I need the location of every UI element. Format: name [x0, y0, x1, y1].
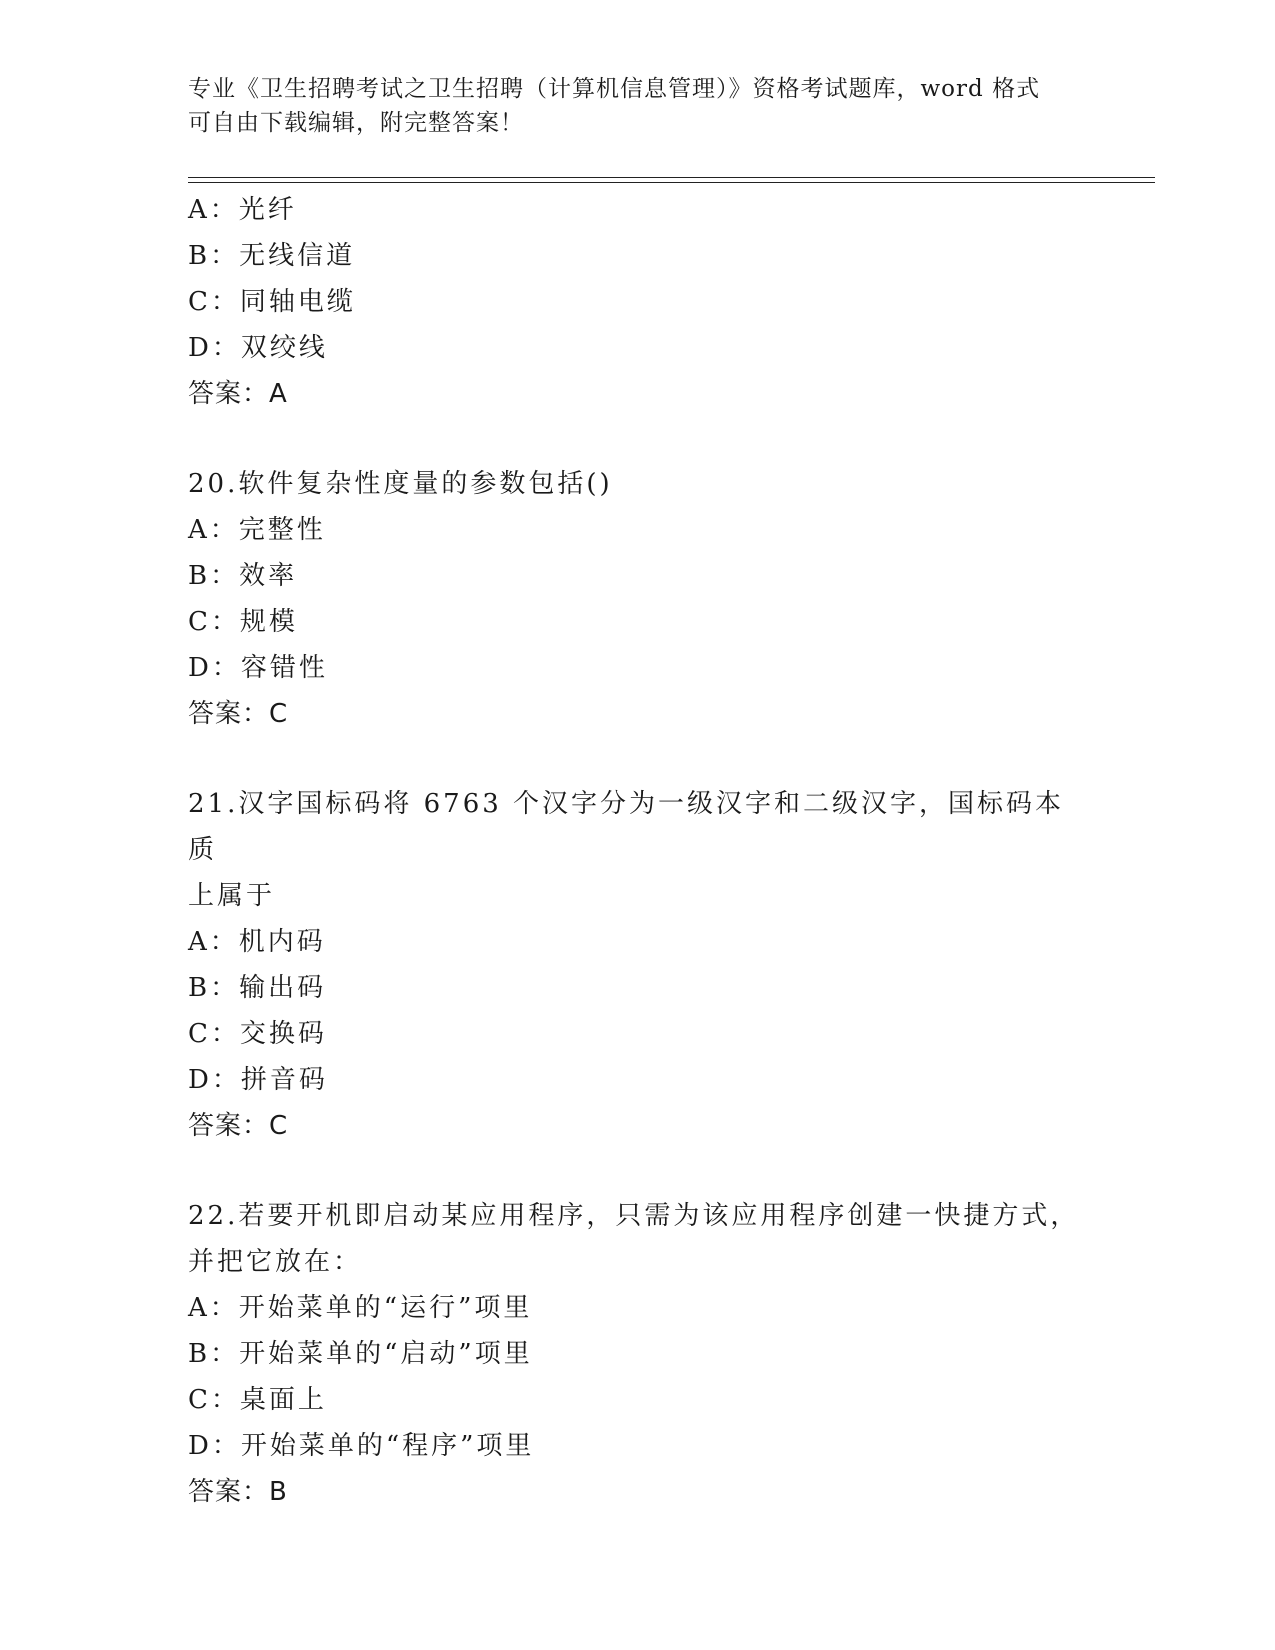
header-line-1: 专业《卫生招聘考试之卫生招聘（计算机信息管理）》资格考试题库，word 格式 [188, 76, 1041, 102]
question-block-20 [188, 461, 1088, 737]
document-header [188, 72, 1068, 140]
option-c: C：同轴电缆 [188, 287, 356, 317]
option-c: C：桌面上 [188, 1385, 327, 1415]
question-text-line-2: 并把它放在： [188, 1247, 363, 1277]
question-text-line-1: 22.若要开机即启动某应用程序，只需为该应用程序创建一快捷方式， [188, 1201, 1080, 1231]
option-d: D：双绞线 [188, 333, 328, 363]
option-d: D：开始菜单的“程序”项里 [188, 1431, 535, 1461]
answer-line: 答案：C [188, 1111, 289, 1141]
question-text-line-1: 21.汉字国标码将 6763 个汉字分为一级汉字和二级汉字，国标码本质 [188, 789, 1065, 865]
option-a: A：光纤 [188, 195, 297, 225]
option-b: B：效率 [188, 561, 298, 591]
option-b: B：输出码 [188, 973, 327, 1003]
option-b: B：开始菜单的“启动”项里 [188, 1339, 533, 1369]
header-line-2: 可自由下载编辑，附完整答案！ [188, 110, 524, 136]
question-block-19 [188, 187, 1088, 417]
header-divider-top [188, 177, 1155, 178]
option-a: A：机内码 [188, 927, 326, 957]
answer-line: 答案：C [188, 699, 289, 729]
question-text-line-2: 上属于 [188, 881, 276, 911]
option-b: B：无线信道 [188, 241, 356, 271]
question-text: 20.软件复杂性度量的参数包括() [188, 469, 613, 499]
option-a: A：开始菜单的“运行”项里 [188, 1293, 533, 1323]
option-d: D：容错性 [188, 653, 328, 683]
answer-line: 答案：A [188, 379, 288, 409]
question-block-22 [188, 1193, 1088, 1515]
option-a: A：完整性 [188, 515, 326, 545]
option-c: C：规模 [188, 607, 298, 637]
answer-line: 答案：B [188, 1477, 288, 1507]
question-list [188, 187, 1088, 1515]
header-divider-bottom [188, 182, 1155, 183]
option-d: D：拼音码 [188, 1065, 328, 1095]
question-block-21 [188, 781, 1088, 1149]
option-c: C：交换码 [188, 1019, 327, 1049]
